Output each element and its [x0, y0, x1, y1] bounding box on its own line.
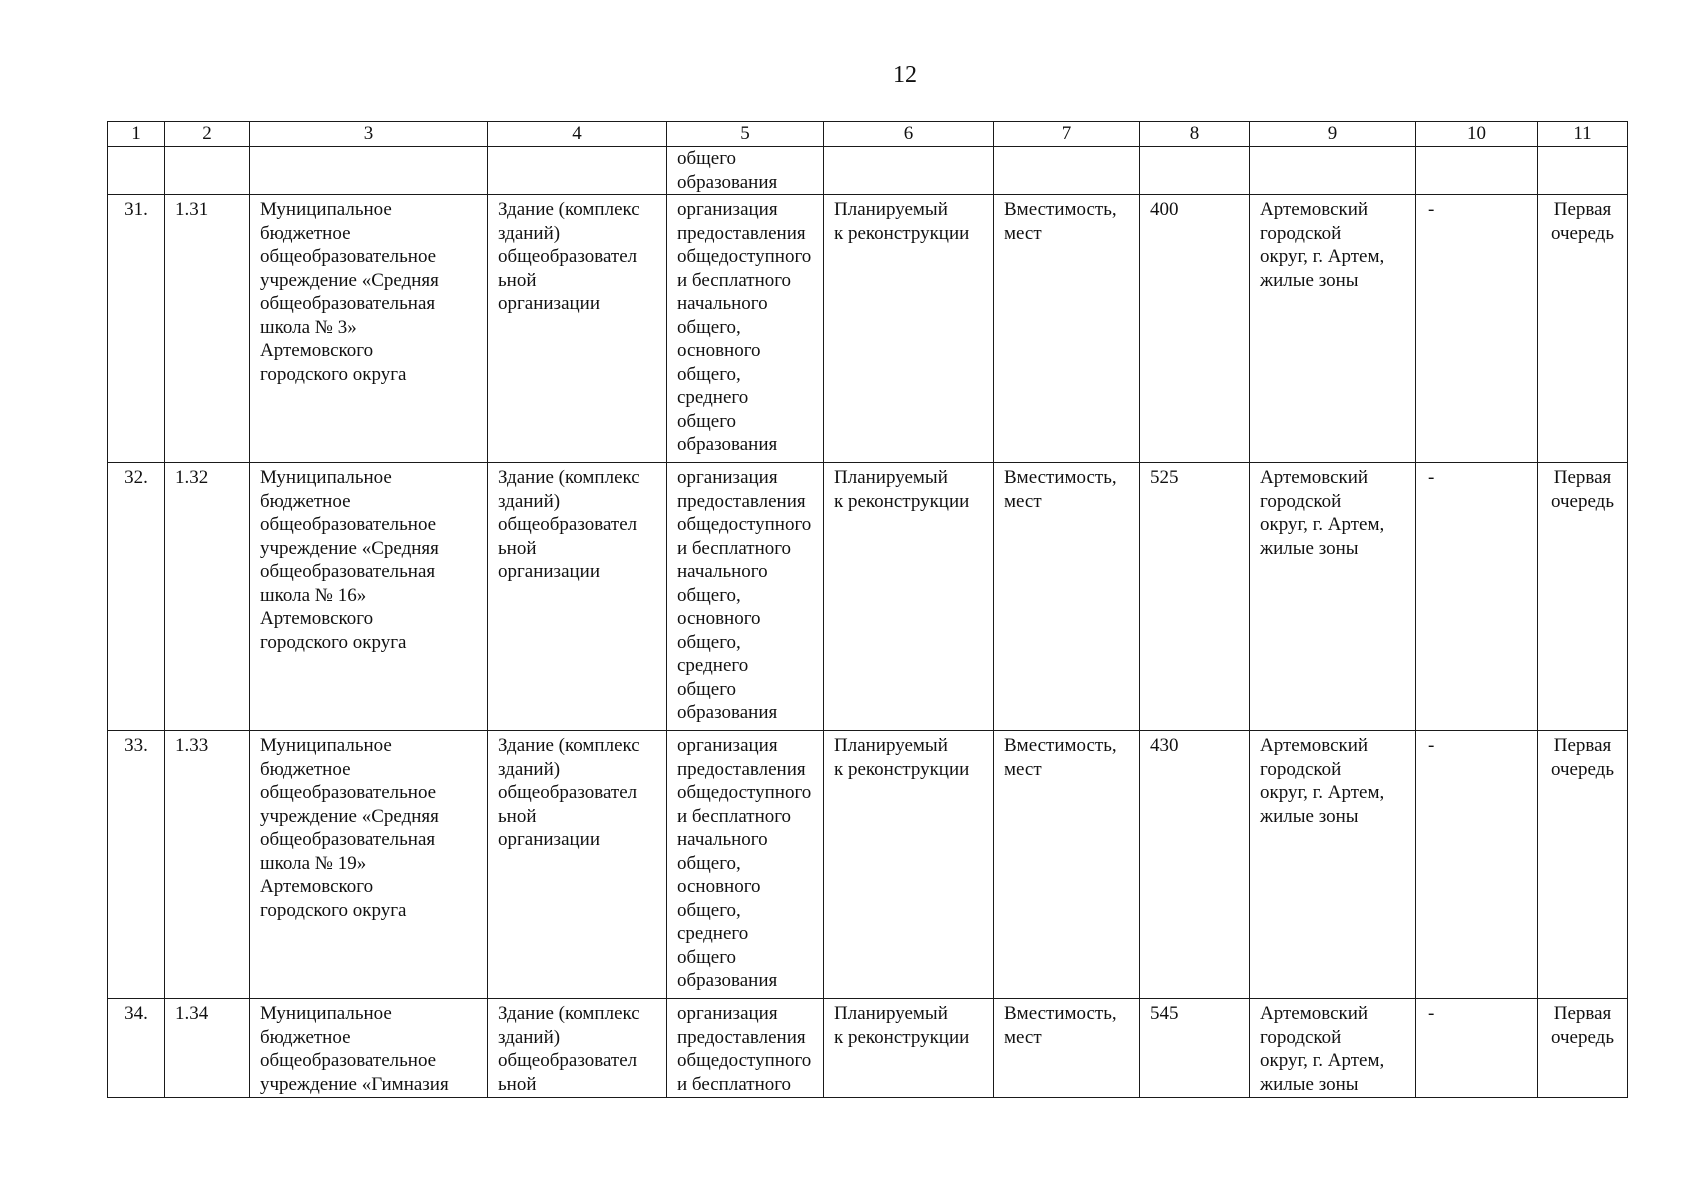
- cell-characteristic: Вместимость, мест: [994, 999, 1140, 1098]
- cell-purpose: организация предоставления общедоступного и бесплатного начального общего, основного общего, среднего общего образования: [667, 463, 824, 731]
- cell-zone: -: [1416, 731, 1538, 999]
- column-number: 7: [994, 122, 1140, 147]
- cell-location: Артемовский городской округ, г. Артем, жилые зоны: [1250, 195, 1416, 463]
- table-header-row: [108, 122, 1628, 147]
- column-number: 10: [1416, 122, 1538, 147]
- cell-index: 33.: [108, 731, 165, 999]
- cell-object-type: Здание (комплекс зданий) общеобразовател ьной организации: [488, 463, 667, 731]
- cell-status: Планируемый к реконструкции: [824, 999, 994, 1098]
- cell-purpose: общего образования: [667, 147, 824, 195]
- table-row: [108, 195, 1628, 463]
- column-number: 8: [1140, 122, 1250, 147]
- cell-location: Артемовский городской округ, г. Артем, жилые зоны: [1250, 463, 1416, 731]
- column-number: 2: [165, 122, 250, 147]
- cell-status: Планируемый к реконструкции: [824, 195, 994, 463]
- column-number: 9: [1250, 122, 1416, 147]
- cell-organization: Муниципальное бюджетное общеобразовательное учреждение «Средняя общеобразовательная школа № 3» Артемовского городского округа: [250, 195, 488, 463]
- cell-characteristic: Вместимость, мест: [994, 195, 1140, 463]
- cell-characteristic: Вместимость, мест: [994, 731, 1140, 999]
- cell-value: 430: [1140, 731, 1250, 999]
- column-number: 5: [667, 122, 824, 147]
- cell-location: Артемовский городской округ, г. Артем, жилые зоны: [1250, 999, 1416, 1098]
- cell-index: 34.: [108, 999, 165, 1098]
- table-body: [108, 195, 1628, 1098]
- cell-code: 1.32: [165, 463, 250, 731]
- column-number: 6: [824, 122, 994, 147]
- column-number: 1: [108, 122, 165, 147]
- cell-stage: Первая очередь: [1538, 731, 1628, 999]
- cell-organization: Муниципальное бюджетное общеобразовательное учреждение «Гимназия: [250, 999, 488, 1098]
- cell-purpose: организация предоставления общедоступного и бесплатного: [667, 999, 824, 1098]
- continuation-row: [108, 147, 1628, 195]
- cell-index: 32.: [108, 463, 165, 731]
- cell-index: 31.: [108, 195, 165, 463]
- cell-organization: Муниципальное бюджетное общеобразовательное учреждение «Средняя общеобразовательная школа № 16» Артемовского городского округа: [250, 463, 488, 731]
- cell-code: 1.31: [165, 195, 250, 463]
- cell-characteristic: Вместимость, мест: [994, 463, 1140, 731]
- cell-zone: -: [1416, 999, 1538, 1098]
- cell-value: 545: [1140, 999, 1250, 1098]
- cell-organization: Муниципальное бюджетное общеобразовательное учреждение «Средняя общеобразовательная школа № 19» Артемовского городского округа: [250, 731, 488, 999]
- table-row: [108, 463, 1628, 731]
- cell-code: 1.34: [165, 999, 250, 1098]
- cell-object-type: Здание (комплекс зданий) общеобразовател ьной организации: [488, 195, 667, 463]
- cell-zone: -: [1416, 195, 1538, 463]
- cell-location: Артемовский городской округ, г. Артем, жилые зоны: [1250, 731, 1416, 999]
- cell-value: 525: [1140, 463, 1250, 731]
- cell-purpose: организация предоставления общедоступного и бесплатного начального общего, основного общего, среднего общего образования: [667, 195, 824, 463]
- cell-status: Планируемый к реконструкции: [824, 463, 994, 731]
- cell-status: Планируемый к реконструкции: [824, 731, 994, 999]
- cell-stage: Первая очередь: [1538, 999, 1628, 1098]
- cell-purpose: организация предоставления общедоступного и бесплатного начального общего, основного общего, среднего общего образования: [667, 731, 824, 999]
- table-row: [108, 731, 1628, 999]
- column-number: 3: [250, 122, 488, 147]
- cell-object-type: Здание (комплекс зданий) общеобразовател ьной организации: [488, 731, 667, 999]
- cell-code: 1.33: [165, 731, 250, 999]
- cell-zone: -: [1416, 463, 1538, 731]
- objects-table: [107, 121, 1628, 1098]
- cell-value: 400: [1140, 195, 1250, 463]
- table-row: [108, 999, 1628, 1098]
- column-number: 11: [1538, 122, 1628, 147]
- column-number: 4: [488, 122, 667, 147]
- page-number: 12: [893, 62, 917, 88]
- cell-stage: Первая очередь: [1538, 463, 1628, 731]
- cell-stage: Первая очередь: [1538, 195, 1628, 463]
- cell-object-type: Здание (комплекс зданий) общеобразовател ьной: [488, 999, 667, 1098]
